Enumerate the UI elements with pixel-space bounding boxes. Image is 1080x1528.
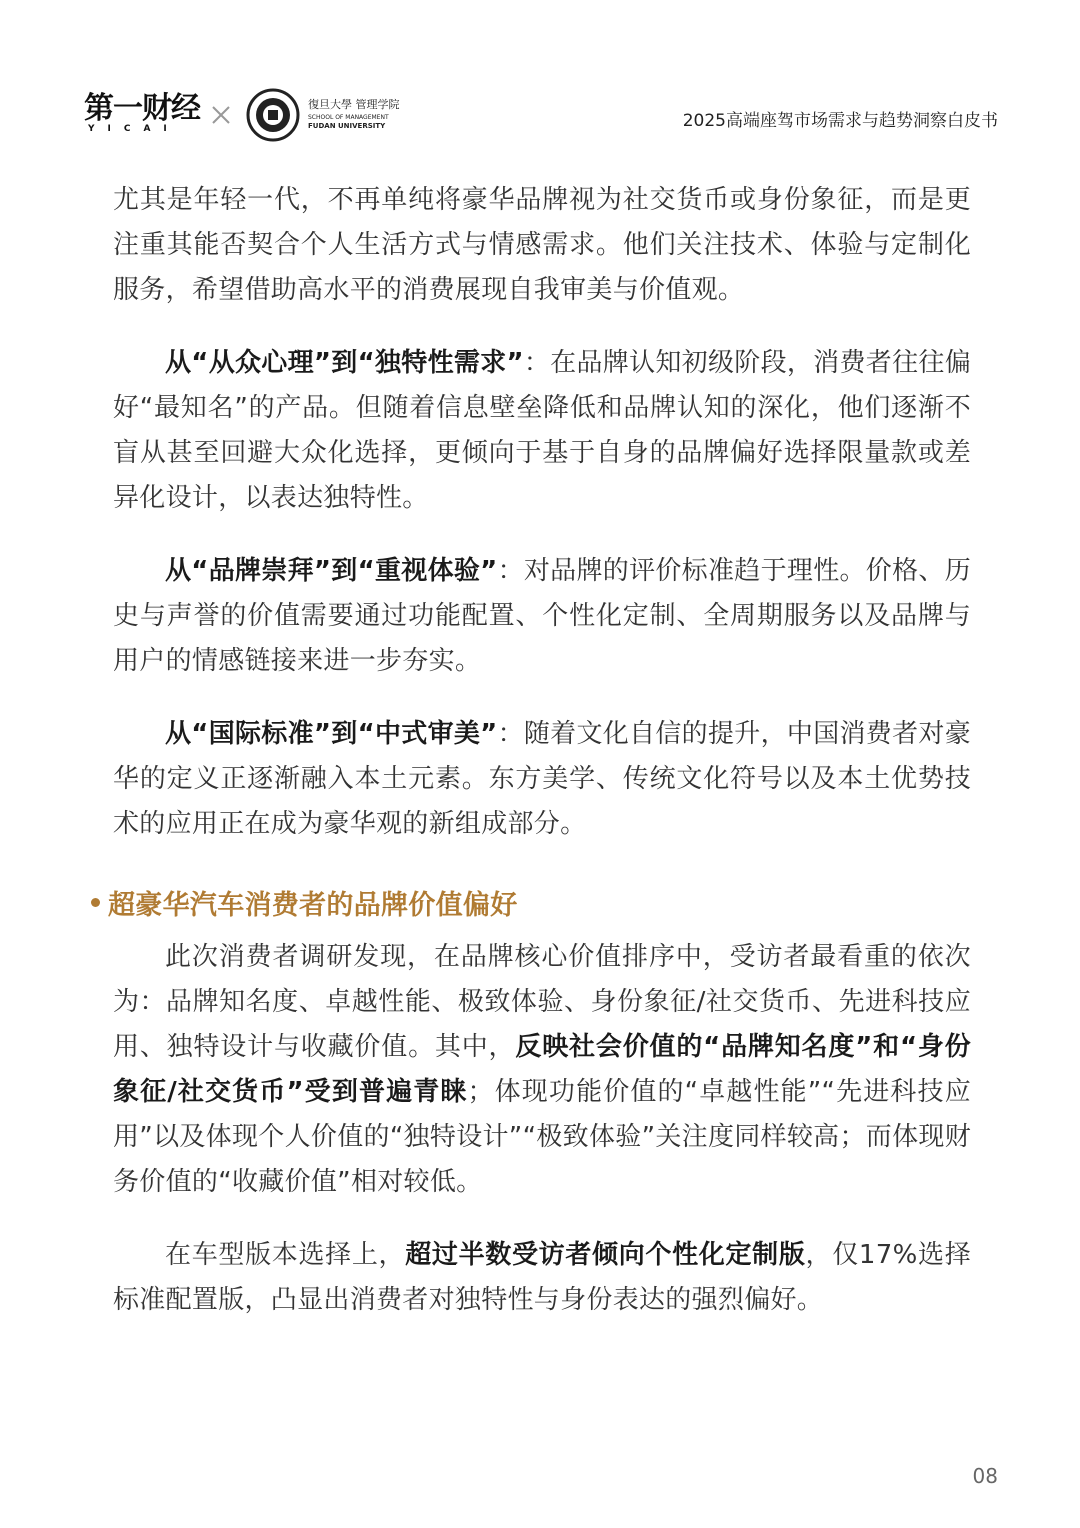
page-header: [0, 0, 1080, 150]
paragraph-chinese-aesthetic: [113, 712, 971, 847]
paragraph-uniqueness-text: ：在品牌认知初级阶段，消费者往往偏好“最知名”的产品。但随着信息壁垒降低和品牌认知的深化，他们逐渐不盲从甚至回避大众化选择，更倾向于基于自身的品牌偏好选择限量款或差异化设计，以表达独特性。: [113, 348, 971, 513]
spacer: [113, 521, 971, 549]
spacer: [113, 684, 971, 712]
paragraph-uniqueness: [113, 341, 971, 521]
paragraph-brand-values-b: ；体现功能价值的“卓越性能”“先进科技应用”以及体现个人价值的“独特设计”“极致体验”关注度同样较高；而体现财务价值的“收藏价值”相对较低。: [113, 1077, 971, 1197]
spacer: [113, 313, 971, 341]
yicai-logo-en: YICAI: [88, 124, 180, 134]
paragraph-brand-values-bold: 反映社会价值的“品牌知名度”和“身份象征/社交货币”受到普遍青睐: [113, 1032, 971, 1107]
paragraph-model-choice-bold: 超过半数受访者倾向个性化定制版: [405, 1240, 806, 1270]
paragraph-experience: [113, 549, 971, 684]
main-content: [108, 178, 971, 1323]
document-title: 2025高端座驾市场需求与趋势洞察白皮书: [682, 111, 998, 131]
paragraph-uniqueness-heading: 从“从众心理”到“独特性需求”: [165, 348, 524, 378]
paragraph-experience-text: ：对品牌的评价标准趋于理性。价格、历史与声誉的价值需要通过功能配置、个性化定制、全周期服务以及品牌与用户的情感链接来进一步夯实。: [113, 556, 971, 676]
paragraph-brand-values: [113, 935, 971, 1205]
fudan-logo-cn: 復旦大學 管理学院: [308, 98, 400, 111]
section-heading-text: 超豪华汽车消费者的品牌价值偏好: [108, 890, 518, 921]
paragraph-model-choice-a: 在车型版本选择上，: [165, 1240, 406, 1270]
yicai-logo-cn: 第一财经: [84, 91, 200, 126]
spacer: [113, 1205, 971, 1233]
fudan-seal-icon: [246, 88, 300, 142]
cross-icon: [210, 104, 232, 126]
yicai-logo: [84, 92, 202, 138]
paragraph-chinese-aesthetic-text: ：随着文化自信的提升，中国消费者对豪华的定义正逐渐融入本土元素。东方美学、传统文化符号以及本土优势技术的应用正在成为豪华观的新组成部分。: [113, 719, 971, 839]
paragraph-young-generation: 尤其是年轻一代，不再单纯将豪华品牌视为社交货币或身份象征，而是更注重其能否契合个人生活方式与情感需求。他们关注技术、体验与定制化服务，希望借助高水平的消费展现自我审美与价值观。: [113, 185, 971, 305]
bullet-dot-icon: [91, 898, 100, 907]
paragraph-model-choice: [113, 1233, 971, 1323]
page-number: 08: [972, 1464, 998, 1488]
paragraph-model-choice-b: ，仅17%选择标准配置版，凸显出消费者对独特性与身份表达的强烈偏好。: [113, 1240, 971, 1315]
fudan-logo-en-university: FUDAN UNIVERSITY: [308, 122, 386, 130]
paragraph-experience-heading: 从“品牌崇拜”到“重视体验”: [165, 556, 498, 586]
paragraph-chinese-aesthetic-heading: 从“国际标准”到“中式审美”: [165, 719, 498, 749]
paragraph-brand-values-a: 此次消费者调研发现，在品牌核心价值排序中，受访者最看重的依次为：品牌知名度、卓越性能、极致体验、身份象征/社交货币、先进科技应用、独特设计与收藏价值。其中，: [113, 942, 971, 1062]
fudan-logo: [246, 88, 400, 140]
fudan-logo-en-school: SCHOOL OF MANAGEMENT: [308, 114, 389, 121]
section-heading: [91, 883, 971, 929]
